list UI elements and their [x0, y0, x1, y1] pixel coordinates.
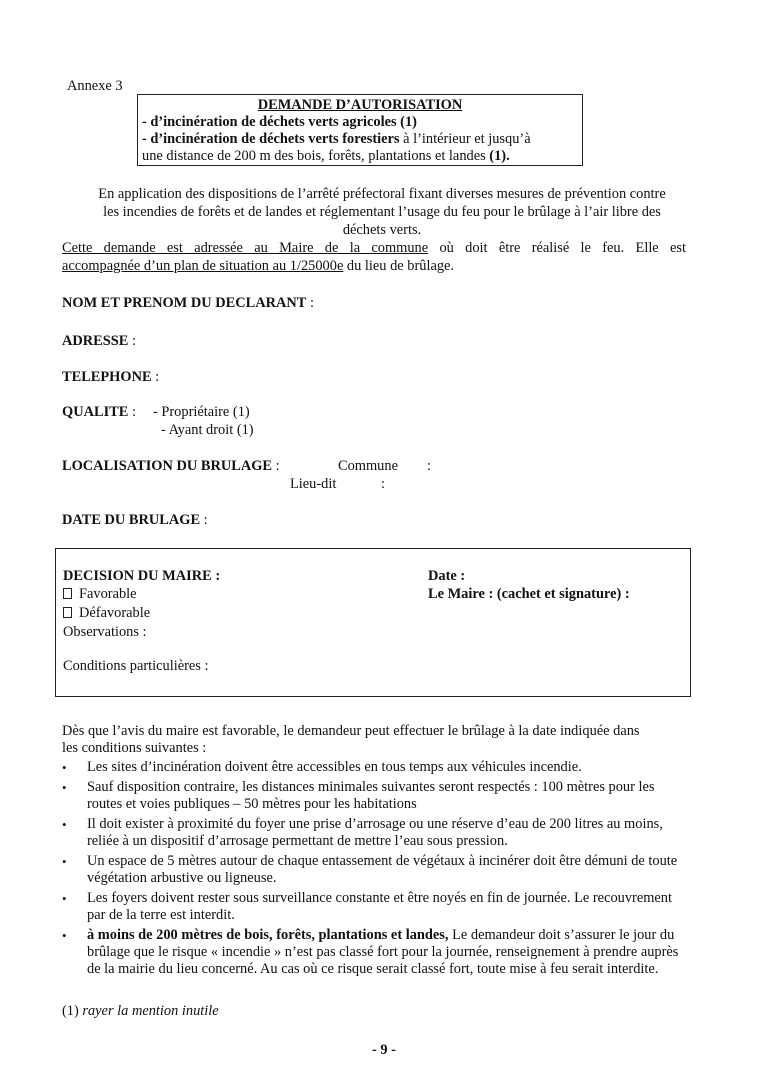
field-date-label: DATE DU BRULAGE: [62, 512, 201, 528]
commune-label: Commune: [338, 458, 398, 474]
condition-text: Il doit exister à proximité du foyer une prise d’arrosage ou une réserve d’eau de 200 litres au moins, reliée à un dispositif d’arrosage permettant de mettre l’eau sous pression.: [87, 816, 663, 849]
list-item: [62, 816, 692, 850]
field-declarant: [62, 295, 314, 312]
qualite-option-proprietaire: - Propriétaire (1): [153, 404, 250, 420]
option-favorable[interactable]: [63, 586, 137, 603]
field-adresse-colon: :: [132, 333, 136, 349]
bullet-icon: •: [62, 891, 67, 906]
condition-text: Sauf disposition contraire, les distances minimales suivantes seront respectés : 100 mètres pour les routes et voies publiques – 50 mètres pour les habitations: [87, 779, 655, 812]
title-box: [137, 94, 583, 166]
field-localisation-colon: :: [275, 458, 280, 474]
lieudit-colon: :: [381, 476, 385, 492]
title-line-forestiers-bold: - d’incinération de déchets verts forestiers: [142, 131, 400, 147]
defavorable-label: Défavorable: [79, 605, 151, 621]
intro-line-5-rest: du lieu de brûlage.: [343, 258, 455, 274]
qualite-option-ayant-droit: - Ayant droit (1): [161, 422, 254, 438]
maire-signature-label: Le Maire : (cachet et signature) :: [428, 586, 630, 602]
title-line-forestiers-rest: à l’intérieur et jusqu’à: [399, 131, 531, 147]
condition-text: Le demandeur doit s’assurer le jour du brûlage que le risque « incendie » n’est pas classé fort pour la journée, renseignement à prendre auprès de la mairie du lieu concerné. Au cas où ce risque serait classé fort, toute mise à feu serait interdite.: [87, 927, 679, 977]
intro-line-5: [62, 258, 454, 275]
field-localisation-label: LOCALISATION DU BRULAGE: [62, 458, 273, 474]
bullet-icon: •: [62, 817, 67, 832]
field-declarant-label: NOM ET PRENOM DU DECLARANT: [62, 295, 307, 311]
intro-line-1: En application des dispositions de l’arrêté préfectoral fixant diverses mesures de prévention contre: [98, 186, 666, 202]
decision-date-label: Date :: [428, 568, 466, 584]
condition-text: Les sites d’incinération doivent être accessibles en tous temps aux véhicules incendie.: [87, 759, 582, 775]
favorable-checkbox[interactable]: [63, 588, 72, 599]
list-item: [62, 853, 692, 887]
lieudit-label: Lieu-dit: [290, 476, 337, 492]
bullet-icon: •: [62, 760, 67, 775]
footnote-text: rayer la mention inutile: [78, 1003, 219, 1019]
defavorable-checkbox[interactable]: [63, 607, 72, 618]
title-line-distance: [142, 148, 578, 165]
field-telephone-label: TELEPHONE: [62, 369, 152, 385]
option-defavorable[interactable]: [63, 605, 150, 622]
field-localisation: [62, 458, 280, 475]
list-item: [62, 759, 692, 776]
condition-text: Un espace de 5 mètres autour de chaque entassement de végétaux à incinérer doit être démuni de toute végétation arbustive ou ligneuse.: [87, 853, 678, 886]
field-date-colon: :: [203, 512, 208, 528]
footnote-number: (1): [62, 1003, 79, 1019]
title-line-agricoles: - d’incinération de déchets verts agricoles (1): [142, 114, 417, 130]
conditions-lead-1: Dès que l’avis du maire est favorable, le demandeur peut effectuer le brûlage à la date indiquée dans: [62, 723, 640, 739]
list-item: [62, 779, 692, 813]
commune-colon: :: [427, 458, 431, 474]
title-line-distance-bold: (1).: [489, 148, 510, 164]
field-adresse: [62, 333, 136, 350]
field-telephone-colon: :: [155, 369, 160, 385]
field-declarant-colon: :: [310, 295, 314, 311]
document-title: DEMANDE D’AUTORISATION: [257, 97, 463, 113]
observations-label: Observations :: [63, 624, 147, 640]
field-date: [62, 512, 208, 529]
intro-line-2: les incendies de forêts et de landes et réglementant l’usage du feu pour le brûlage à l’air libre des: [103, 204, 661, 220]
conditions-lead-2: les conditions suivantes :: [62, 740, 207, 756]
field-adresse-label: ADRESSE: [62, 333, 129, 349]
footnote: [62, 1003, 219, 1020]
field-telephone: [62, 369, 159, 386]
list-item: [62, 890, 692, 924]
favorable-label: Favorable: [79, 586, 137, 602]
decision-box: [55, 548, 691, 697]
conditions-list: [62, 759, 692, 978]
field-qualite: [62, 404, 136, 421]
intro-line-3: déchets verts.: [342, 222, 422, 238]
field-qualite-colon: :: [131, 404, 136, 420]
intro-line-4-underlined: Cette demande est adressée au Maire de la commune: [62, 240, 429, 256]
intro-line-4-rest: où doit être réalisé le feu. Elle est: [428, 240, 686, 256]
intro-line-4: [62, 240, 686, 257]
title-line-distance-rest: une distance de 200 m des bois, forêts, plantations et landes: [142, 148, 490, 164]
bullet-icon: •: [62, 854, 67, 869]
list-item: [62, 927, 692, 978]
field-qualite-label: QUALITE: [62, 404, 129, 420]
conditions-label: Conditions particulières :: [63, 658, 209, 674]
condition-text: Les foyers doivent rester sous surveillance constante et être noyés en fin de journée. Le recouvrement par de la terre est interdit.: [87, 890, 672, 923]
bullet-icon: •: [62, 928, 67, 943]
bullet-icon: •: [62, 780, 67, 795]
title-line-forestiers: [142, 131, 578, 148]
intro-line-5-underlined: accompagnée d’un plan de situation au 1/25000e: [62, 258, 344, 274]
annexe-label: Annexe 3: [67, 78, 123, 94]
decision-title: DECISION DU MAIRE :: [63, 568, 221, 584]
condition-text-bold: à moins de 200 mètres de bois, forêts, plantations et landes,: [87, 927, 449, 943]
conditions-section: [62, 723, 692, 981]
page-number: - 9 -: [372, 1042, 396, 1058]
